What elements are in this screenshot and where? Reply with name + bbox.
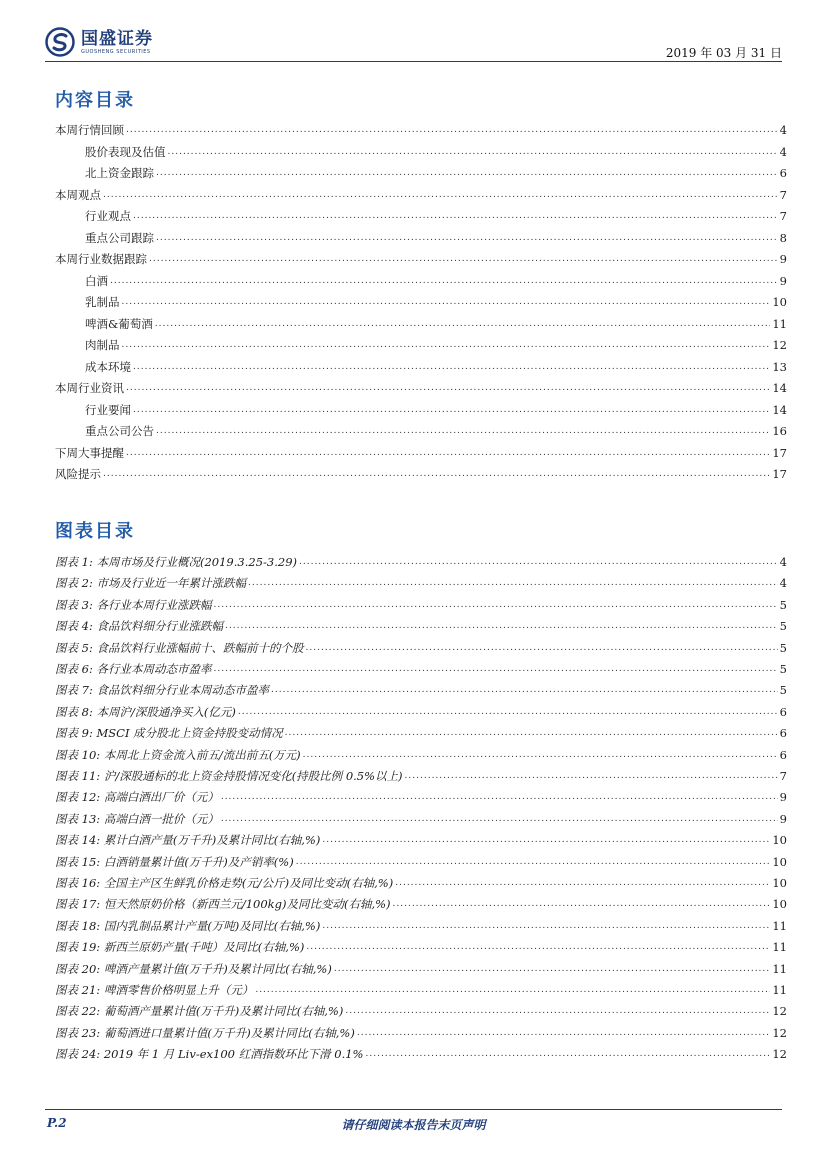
dot-leader [133, 209, 778, 223]
dot-leader [357, 1026, 771, 1040]
figure-entry[interactable] [55, 679, 787, 697]
dot-leader [103, 188, 778, 202]
footer-divider [45, 1109, 782, 1110]
figure-entry[interactable] [55, 572, 787, 590]
figure-entry-label: 图表 6: 各行业本周动态市盈率 [55, 662, 212, 676]
figure-entry[interactable] [55, 551, 787, 569]
toc-entry[interactable] [85, 399, 787, 417]
figure-entry[interactable] [55, 658, 787, 676]
figure-entry-label: 图表 23: 葡萄酒进口量累计值(万千升)及累计同比(右轴,%) [55, 1025, 355, 1040]
company-logo [45, 22, 153, 62]
dot-leader [296, 855, 771, 869]
toc-entry-page: 13 [772, 359, 787, 374]
toc-entry-page: 14 [772, 402, 787, 417]
toc-entry-label: 北上资金跟踪 [85, 166, 154, 180]
dot-leader [122, 295, 771, 309]
toc-entry-label: 白酒 [85, 273, 108, 288]
figure-entry-label: 图表 18: 国内乳制品累计产量(万吨)及同比(右轴,%) [55, 918, 321, 933]
logo-text: 国盛证券 [81, 28, 153, 49]
figure-entry-label: 图表 16: 全国主产区生鲜乳价格走势(元/公斤)及同比变动(右轴,%) [55, 876, 394, 890]
toc-entry-label: 本周行业数据跟踪 [55, 252, 147, 266]
dot-leader [405, 769, 778, 783]
figure-entry[interactable] [55, 637, 787, 655]
dot-leader [285, 726, 778, 740]
dot-leader [133, 360, 770, 374]
toc-entry-label: 重点公司跟踪 [85, 230, 154, 245]
figure-entry-page: 11 [772, 940, 787, 955]
figure-entry-label: 图表 13: 高端白酒一批价（元） [55, 811, 219, 826]
dot-leader [322, 833, 770, 847]
toc-entry-page: 7 [779, 187, 787, 202]
figure-entry-page: 6 [779, 726, 787, 741]
toc-entry-label: 本周行情回顾 [55, 123, 124, 137]
figure-entry-page: 12 [772, 1004, 787, 1019]
toc-entry[interactable] [85, 356, 787, 374]
dot-leader [126, 446, 770, 460]
figure-entry-label: 图表 4: 食品饮料细分行业涨跌幅 [55, 619, 224, 634]
figure-entry-page: 4 [779, 576, 787, 591]
figure-entry-page: 5 [779, 619, 787, 634]
toc-entry-label: 下周大事提醒 [55, 445, 124, 460]
figure-entry[interactable] [55, 786, 787, 804]
figure-entry[interactable] [55, 851, 787, 869]
toc-entry[interactable] [55, 442, 787, 460]
figure-entry[interactable] [55, 1000, 787, 1018]
figure-entry-label: 图表 9: MSCI 成分股北上资金持股变动情况 [55, 726, 283, 741]
dot-leader [271, 683, 778, 697]
figure-entry-label: 图表 7: 食品饮料细分行业本周动态市盈率 [55, 683, 270, 698]
figure-entry[interactable] [55, 936, 787, 954]
page-number: P.2 [47, 1116, 67, 1130]
toc-entry[interactable] [85, 334, 787, 352]
figure-entry-label: 图表 5: 食品饮料行业涨幅前十、跌幅前十的个股 [55, 640, 304, 655]
toc-entry[interactable] [85, 205, 787, 223]
toc-entry[interactable] [85, 313, 787, 331]
dot-leader [221, 812, 778, 826]
toc-entry-page: 10 [772, 295, 787, 309]
figure-entry[interactable] [55, 808, 787, 826]
dot-leader [303, 748, 778, 762]
figure-entry-page: 6 [779, 747, 787, 762]
dot-leader [248, 576, 778, 590]
figure-entry-label: 图表 20: 啤酒产量累计值(万千升)及累计同比(右轴,%) [55, 961, 332, 976]
toc-entry[interactable] [85, 291, 787, 309]
dot-leader [322, 919, 770, 933]
figure-entry-page: 10 [772, 833, 787, 848]
toc-entry[interactable] [85, 227, 787, 245]
figure-entry-label: 图表 22: 葡萄酒产量累计值(万千升)及累计同比(右轴,%) [55, 1004, 344, 1019]
toc-entry-page: 8 [779, 230, 787, 245]
dot-leader [156, 166, 778, 180]
page-header [45, 20, 782, 62]
toc-entry[interactable] [85, 141, 787, 159]
dot-leader [110, 274, 778, 288]
figure-entry[interactable] [55, 1022, 787, 1040]
toc-entry[interactable] [55, 248, 787, 266]
figure-entry-page: 10 [772, 876, 787, 890]
figure-entry-page: 5 [779, 640, 787, 655]
figure-list-title: 图表目录 [55, 521, 135, 542]
dot-leader [156, 231, 778, 245]
figure-entry-label: 图表 3: 各行业本周行业涨跌幅 [55, 597, 212, 612]
toc-entry-page: 9 [779, 252, 787, 266]
figure-entry-label: 图表 14: 累计白酒产量(万千升)及累计同比(右轴,%) [55, 833, 321, 848]
dot-leader [238, 705, 778, 719]
figure-entry-label: 图表 2: 市场及行业近一年累计涨跌幅 [55, 576, 247, 591]
figure-entry-label: 图表 12: 高端白酒出厂价（元） [55, 790, 219, 805]
dot-leader [122, 338, 771, 352]
figure-entry-page: 10 [772, 854, 787, 869]
dot-leader [214, 662, 778, 676]
figure-entry-page: 5 [779, 683, 787, 698]
figure-entry-label: 图表 10: 本周北上资金流入前五/流出前五(万元) [55, 747, 301, 762]
footer-disclaimer: 请仔细阅读本报告末页声明 [341, 1118, 486, 1132]
toc-entry-label: 啤酒&葡萄酒 [85, 316, 153, 331]
dot-leader [103, 467, 770, 481]
figure-entry[interactable] [55, 958, 787, 976]
dot-leader [395, 876, 770, 890]
figure-entry-page: 7 [779, 769, 787, 783]
toc-entry[interactable] [85, 420, 787, 438]
figure-entry-page: 5 [779, 662, 787, 676]
toc-entry-page: 17 [772, 445, 787, 460]
figure-entry[interactable] [55, 701, 787, 719]
toc-entry-label: 本周观点 [55, 187, 101, 202]
toc-entry-page: 4 [779, 144, 787, 159]
figure-entry-page: 12 [772, 1047, 787, 1062]
toc-title: 内容目录 [55, 90, 135, 111]
dot-leader [306, 641, 778, 655]
figure-entry[interactable] [55, 594, 787, 612]
toc-entry-page: 9 [779, 273, 787, 288]
figure-entry[interactable] [55, 872, 787, 890]
dot-leader [225, 619, 778, 633]
toc-entry-label: 肉制品 [85, 338, 120, 352]
figure-entry-page: 6 [779, 704, 787, 719]
toc-entry-page: 11 [772, 316, 787, 331]
toc-entry[interactable] [55, 184, 787, 202]
toc-entry-page: 7 [779, 209, 787, 223]
dot-leader [168, 145, 778, 159]
toc-entry[interactable] [55, 377, 787, 395]
figure-entry[interactable] [55, 979, 787, 997]
figure-entry[interactable] [55, 722, 787, 740]
toc-entry-page: 6 [779, 166, 787, 180]
toc-entry-label: 本周行业资讯 [55, 381, 124, 395]
dot-leader [255, 983, 770, 997]
figure-entry-page: 9 [779, 790, 787, 805]
dot-leader [214, 598, 778, 612]
figure-entry-page: 4 [779, 555, 787, 569]
toc-entry-label: 行业要闻 [85, 402, 131, 417]
figure-entry-page: 11 [772, 918, 787, 933]
dot-leader [306, 940, 770, 954]
figure-entry-page: 9 [779, 811, 787, 826]
figure-entry-label: 图表 11: 沪/深股通标的北上资金持股情况变化(持股比例 0.5%以上) [55, 769, 403, 783]
figure-entry-label: 图表 17: 恒天然原奶价格（新西兰元/100kg)及同比变动(右轴,%) [55, 897, 391, 912]
dot-leader [155, 317, 771, 331]
figure-entry[interactable] [55, 1043, 787, 1061]
toc-entry-label: 股价表现及估值 [85, 144, 166, 159]
dot-leader [334, 962, 771, 976]
figure-entry[interactable] [55, 765, 787, 783]
figure-entry[interactable] [55, 915, 787, 933]
figure-entry[interactable] [55, 615, 787, 633]
logo-subtext: GUOSHENG SECURITIES [81, 48, 151, 55]
dot-leader [126, 381, 770, 395]
dot-leader [299, 555, 778, 569]
toc-entry-label: 乳制品 [85, 295, 120, 309]
figure-entry-page: 10 [772, 897, 787, 912]
dot-leader [156, 424, 770, 438]
dot-leader [133, 403, 770, 417]
toc-entry-label: 成本环境 [85, 359, 131, 374]
figure-entry-label: 图表 24: 2019 年 1 月 Liv-ex100 红酒指数环比下滑 0.1% [55, 1047, 364, 1062]
toc-entry-label: 风险提示 [55, 467, 101, 481]
figure-entry[interactable] [55, 744, 787, 762]
toc-entry-page: 16 [772, 424, 787, 438]
toc-entry[interactable] [55, 463, 787, 481]
figure-entry-label: 图表 21: 啤酒零售价格明显上升（元） [55, 983, 254, 997]
toc-entry-page: 14 [772, 381, 787, 395]
toc-entry-page: 12 [772, 338, 787, 352]
dot-leader [221, 790, 778, 804]
toc-entry-page: 4 [779, 123, 787, 137]
toc-entry[interactable] [55, 119, 787, 137]
figure-entry[interactable] [55, 829, 787, 847]
toc-entry-label: 重点公司公告 [85, 424, 154, 438]
figure-entry-label: 图表 15: 白酒销量累计值(万千升)及产销率(%) [55, 854, 294, 869]
toc-entry[interactable] [85, 162, 787, 180]
figure-entry-page: 11 [772, 983, 787, 997]
dot-leader [393, 897, 771, 911]
figure-entry-label: 图表 1: 本周市场及行业概况(2019.3.25-3.29) [55, 555, 297, 569]
figure-entry-page: 5 [779, 597, 787, 612]
toc-entry-label: 行业观点 [85, 209, 131, 223]
dot-leader [126, 123, 778, 137]
header-divider [45, 61, 782, 62]
figure-entry[interactable] [55, 893, 787, 911]
toc-entry[interactable] [85, 270, 787, 288]
figure-entry-page: 12 [772, 1025, 787, 1040]
logo-icon [45, 27, 75, 57]
toc-entry-page: 17 [772, 467, 787, 481]
dot-leader [366, 1047, 771, 1061]
figure-entry-label: 图表 8: 本周沪/深股通净买入(亿元) [55, 704, 236, 719]
report-date: 2019 年 03 月 31 日 [665, 46, 782, 60]
dot-leader [345, 1004, 770, 1018]
dot-leader [149, 252, 778, 266]
figure-entry-page: 11 [772, 961, 787, 976]
figure-entry-label: 图表 19: 新西兰原奶产量(千吨）及同比(右轴,%) [55, 940, 305, 955]
